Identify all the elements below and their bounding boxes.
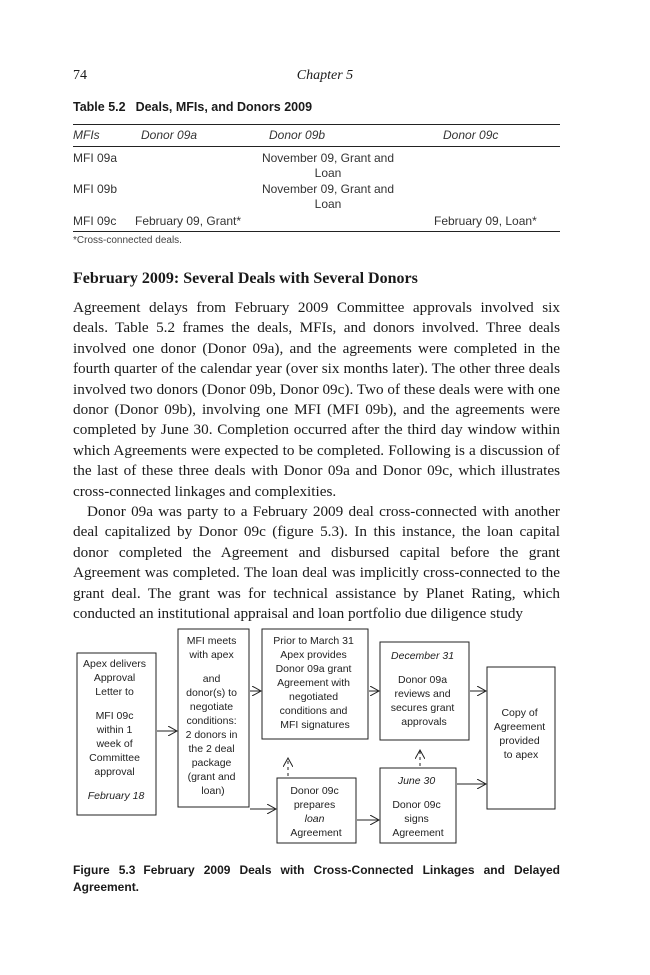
table-header-mfis: MFIs [73,128,100,142]
box1-text: Apex delivers Approval Letter to MFI 09c within 1 week of Committee approval February 18 [83,658,147,802]
table-header-donor-09c: Donor 09c [443,128,499,142]
table-number: Table 5.2 [73,100,126,114]
table-cell-line: November 09, Grant and [261,182,395,196]
paragraph: Agreement delays from February 2009 Committee approvals involved six deals. Table 5.2 frames the deals, MFIs, and donors involved. Three deals involved one donor (Donor 09a), and the agreements were completed in the fourth quarter of the calendar year (over six months later). The other three deals involved two donors (Donor 09b, Donor 09c). Two of these deals were with one donor (Donor 09b), involving one MFI (MFI 09b), and the agreements were completed by June 30. Completion occurred after the third day window within which Agreements were expected to be completed. Following is a discussion of the last of these three deals with Donor 09a and Donor 09c, which illustrates cross-connected linkages and complexities. [73,299,560,500]
figure-caption [73,862,560,896]
section-heading: February 2009: Several Deals with Several Donors [73,270,418,287]
running-header: Chapter 5 [296,68,354,83]
box5-text: December 31 Donor 09a reviews and secures grant approvals [390,650,455,728]
table-header-donor-09a: Donor 09a [141,128,198,142]
box6-text: June 30 Donor 09c signs Agreement [392,775,444,839]
table-cell: MFI 09b [73,182,118,196]
box2-text: MFI meets with apex and donor(s) to negotiate conditions: 2 donors in the 2 deal package (grant and loan) [185,635,238,797]
box7-text: Copy of Agreement provided to apex [493,707,546,761]
table-cell: MFI 09c [73,214,117,228]
table-footnote: *Cross-connected deals. [73,235,182,246]
box3-text: Prior to March 31 Apex provides Donor 09a grant Agreement with negotiated conditions and MFI signatures [273,635,354,731]
figure-label: Figure 5.3 [73,863,136,877]
table-cell: February 09, Loan* [434,214,537,228]
table-cell: MFI 09a [73,151,118,165]
figure-caption-text: February 2009 Deals with Cross-Connected Linkages and Delayed Agreement. [73,863,560,894]
table-cell-line: November 09, Grant and [261,151,395,165]
table-cell-line: Loan [314,197,342,211]
paragraph: Donor 09a was party to a February 2009 deal cross-connected with another deal capitalized by Donor 09c (figure 5.3). In this instance, the loan capital donor completed the Agreement and disbursed capital before the grant Agreement was completed. The loan deal was implicitly cross-connected to the grant deal. The grant was for technical assistance by Planet Rating, which conducted an institutional appraisal and loan portfolio due diligence study [73,503,560,623]
table-title: Deals, MFIs, and Donors 2009 [135,100,313,114]
table-header-donor-09b: Donor 09b [269,128,326,142]
table-cell: February 09, Grant* [135,214,242,228]
table-cell-line: Loan [314,166,342,180]
box4-text: Donor 09c prepares loan Agreement [290,785,342,839]
page-number: 74 [73,68,87,83]
